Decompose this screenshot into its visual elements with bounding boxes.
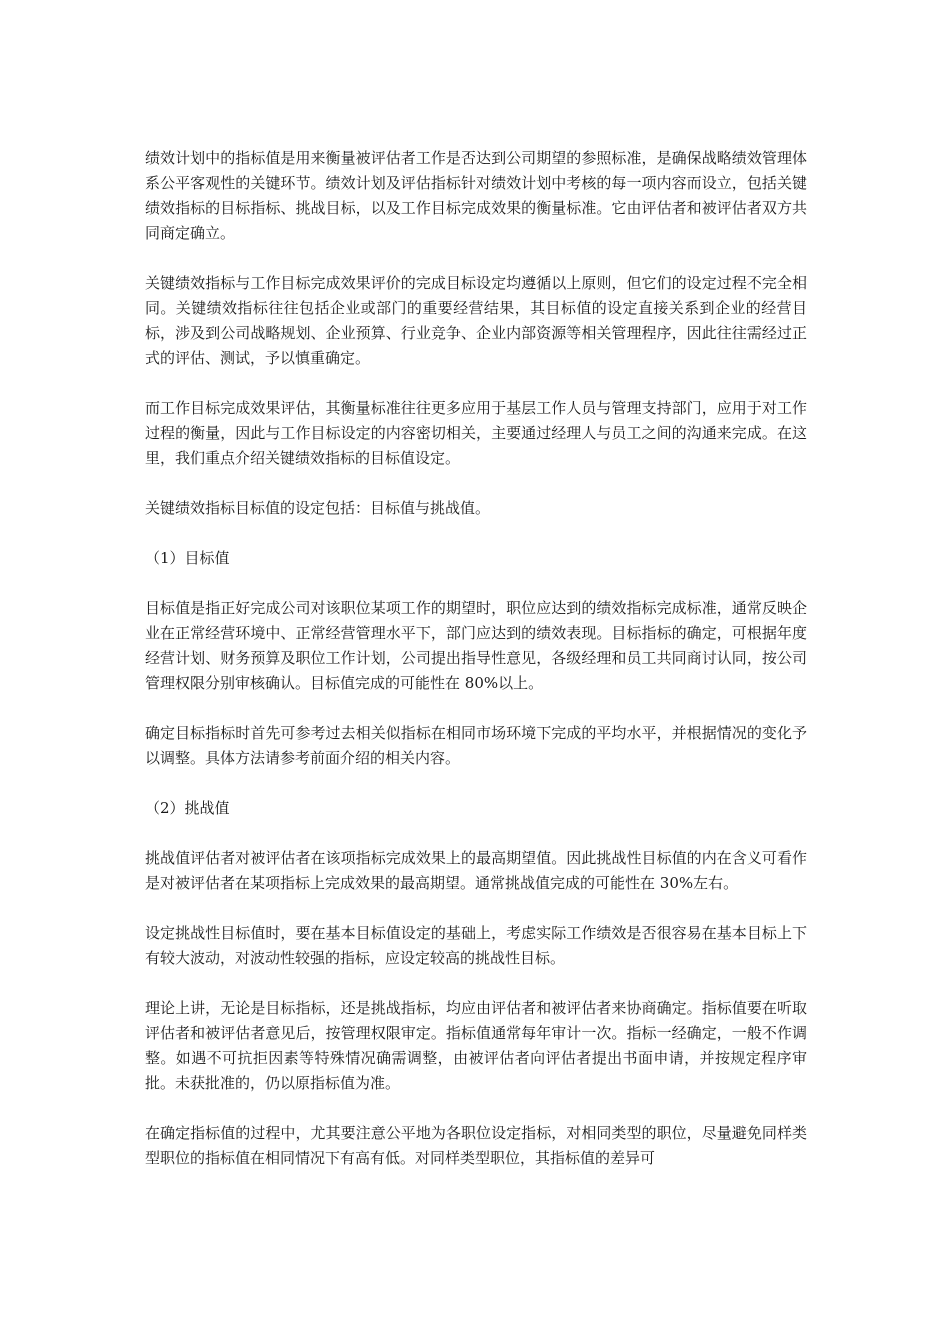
paragraph-challenge-value-setting: 设定挑战性目标值时，要在基本目标值设定的基础上，考虑实际工作绩效是否很容易在基本目标上下有较大波动，对波动性较强的指标，应设定较高的挑战性目标。 (145, 924, 807, 967)
paragraph-kpi-setting: 关键绩效指标与工作目标完成效果评价的完成目标设定均遵循以上原则，但它们的设定过程不完全相同。关键绩效指标往往包括企业或部门的重要经营结果，其目标值的设定直接关系到企业的经营目标，涉及到公司战略规划、企业预算、行业竞争、企业内部资源等相关管理程序，因此往往需经过正式的评估、测试，予以慎重确定。 (145, 274, 807, 367)
paragraph-target-value-method: 确定目标指标时首先可参考过去相关似指标在相同市场环境下完成的平均水平，并根据情况的变化予以调整。具体方法请参考前面介绍的相关内容。 (145, 724, 807, 767)
document-body (145, 146, 807, 1196)
section-heading-target-value: （1）目标值 (145, 549, 230, 567)
paragraph-intro: 绩效计划中的指标值是用来衡量被评估者工作是否达到公司期望的参照标准，是确保战略绩效管理体系公平客观性的关键环节。绩效计划及评估指标针对绩效计划中考核的每一项内容而设立，包括关键绩效指标的目标指标、挑战目标，以及工作目标完成效果的衡量标准。它由评估者和被评估者双方共同商定确立。 (145, 149, 807, 242)
section-heading-challenge-value: （2）挑战值 (145, 799, 230, 817)
paragraph-challenge-value-definition: 挑战值评估者对被评估者在该项指标完成效果上的最高期望值。因此挑战性目标值的内在含义可看作是对被评估者在某项指标上完成效果的最高期望。通常挑战值完成的可能性在 30%左右。 (145, 849, 807, 892)
paragraph-target-value-definition: 目标值是指正好完成公司对该职位某项工作的期望时，职位应达到的绩效指标完成标准，通常反映企业在正常经营环境中、正常经营管理水平下，部门应达到的绩效表现。目标指标的确定，可根据年度经营计划、财务预算及职位工作计划，公司提出指导性意见，各级经理和员工共同商讨认同，按公司管理权限分别审核确认。目标值完成的可能性在 80%以上。 (145, 599, 807, 692)
paragraph-fairness: 在确定指标值的过程中，尤其要注意公平地为各职位设定指标，对相同类型的职位，尽量避免同样类型职位的指标值在相同情况下有高有低。对同样类型职位，其指标值的差异可 (145, 1124, 807, 1167)
paragraph-negotiation: 理论上讲，无论是目标指标，还是挑战指标，均应由评估者和被评估者来协商确定。指标值要在听取评估者和被评估者意见后，按管理权限审定。指标值通常每年审计一次。指标一经确定，一般不作调整。如遇不可抗拒因素等特殊情况确需调整，由被评估者向评估者提出书面申请，并按规定程序审批。未获批准的，仍以原指标值为准。 (145, 999, 807, 1092)
paragraph-summary: 关键绩效指标目标值的设定包括：目标值与挑战值。 (145, 499, 491, 517)
paragraph-work-goal: 而工作目标完成效果评估，其衡量标准往往更多应用于基层工作人员与管理支持部门，应用于对工作过程的衡量，因此与工作目标设定的内容密切相关，主要通过经理人与员工之间的沟通来完成。在这里，我们重点介绍关键绩效指标的目标值设定。 (145, 399, 807, 467)
